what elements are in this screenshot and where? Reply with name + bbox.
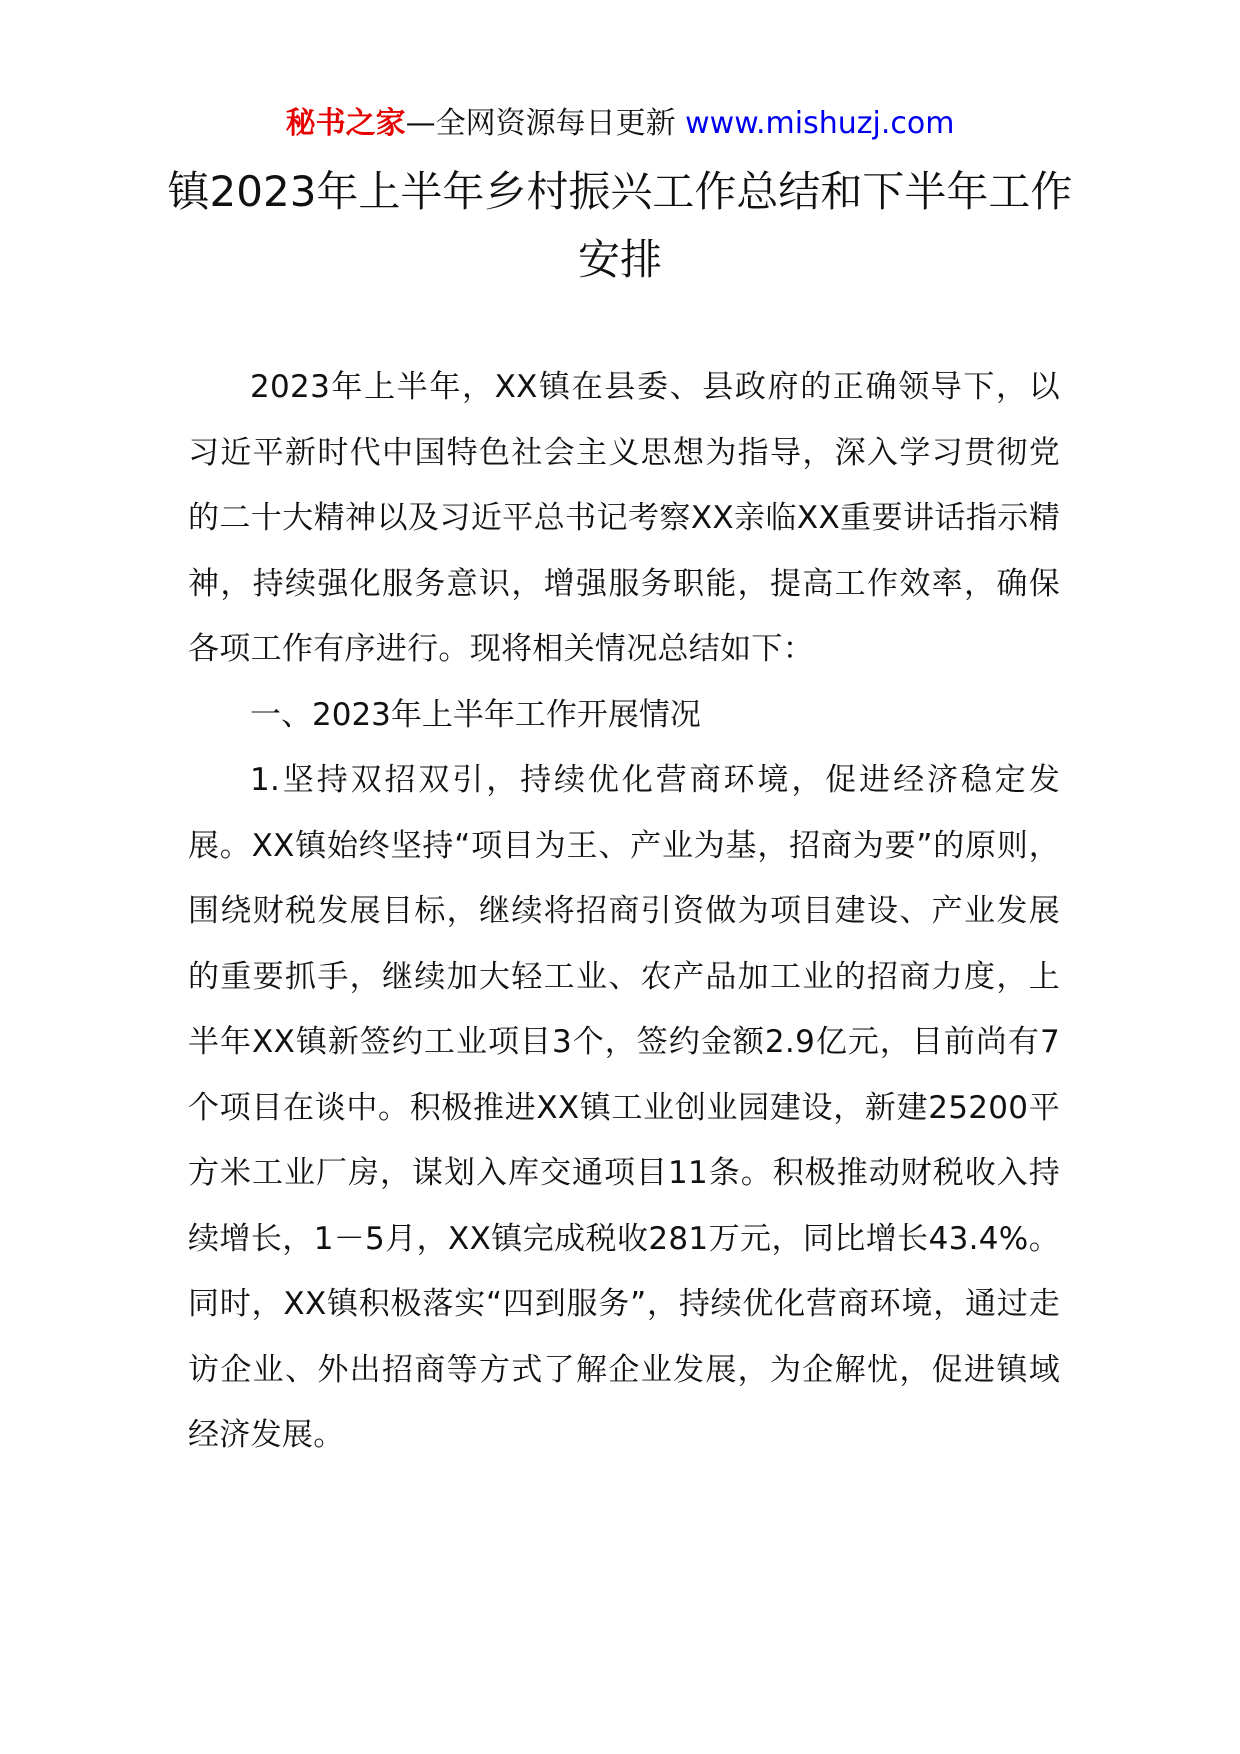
document-title: 镇2023年上半年乡村振兴工作总结和下半年工作安排 [167,167,1073,284]
site-url-link[interactable]: www.mishuzj.com [685,106,955,141]
site-tagline: —全网资源每日更新 [405,106,686,141]
section-heading: 一、2023年上半年工作开展情况 [250,696,701,733]
intro-paragraph: 2023年上半年，XX镇在县委、县政府的正确领导下，以习近平新时代中国特色社会主义思想为指导，深入学习贯彻党的二十大精神以及习近平总书记考察XX亲临XX重要讲话指示精神，持续强化服务意识，增强服务职能，提高工作效率，确保各项工作有序进行。现将相关情况总结如下： [188,369,1060,667]
site-name: 秘书之家 [285,106,406,141]
site-header [0,100,1240,148]
document-body [188,355,1060,1469]
body-paragraph: 1.坚持双招双引，持续优化营商环境，促进经济稳定发展。XX镇始终坚持“项目为王、产业为基，招商为要”的原则，围绕财税发展目标，继续将招商引资做为项目建设、产业发展的重要抓手，继续加大轻工业、农产品加工业的招商力度，上半年XX镇新签约工业项目3个，签约金额2.9亿元，目前尚有7个项目在谈中。积极推进XX镇工业创业园建设，新建25200平方米工业厂房，谋划入库交通项目11条。积极推动财税收入持续增长，1－5月，XX镇完成税收281万元，同比增长43.4%。同时，XX镇积极落实“四到服务”，持续优化营商环境，通过走访企业、外出招商等方式了解企业发展，为企解忧，促进镇域经济发展。 [188,762,1060,1453]
